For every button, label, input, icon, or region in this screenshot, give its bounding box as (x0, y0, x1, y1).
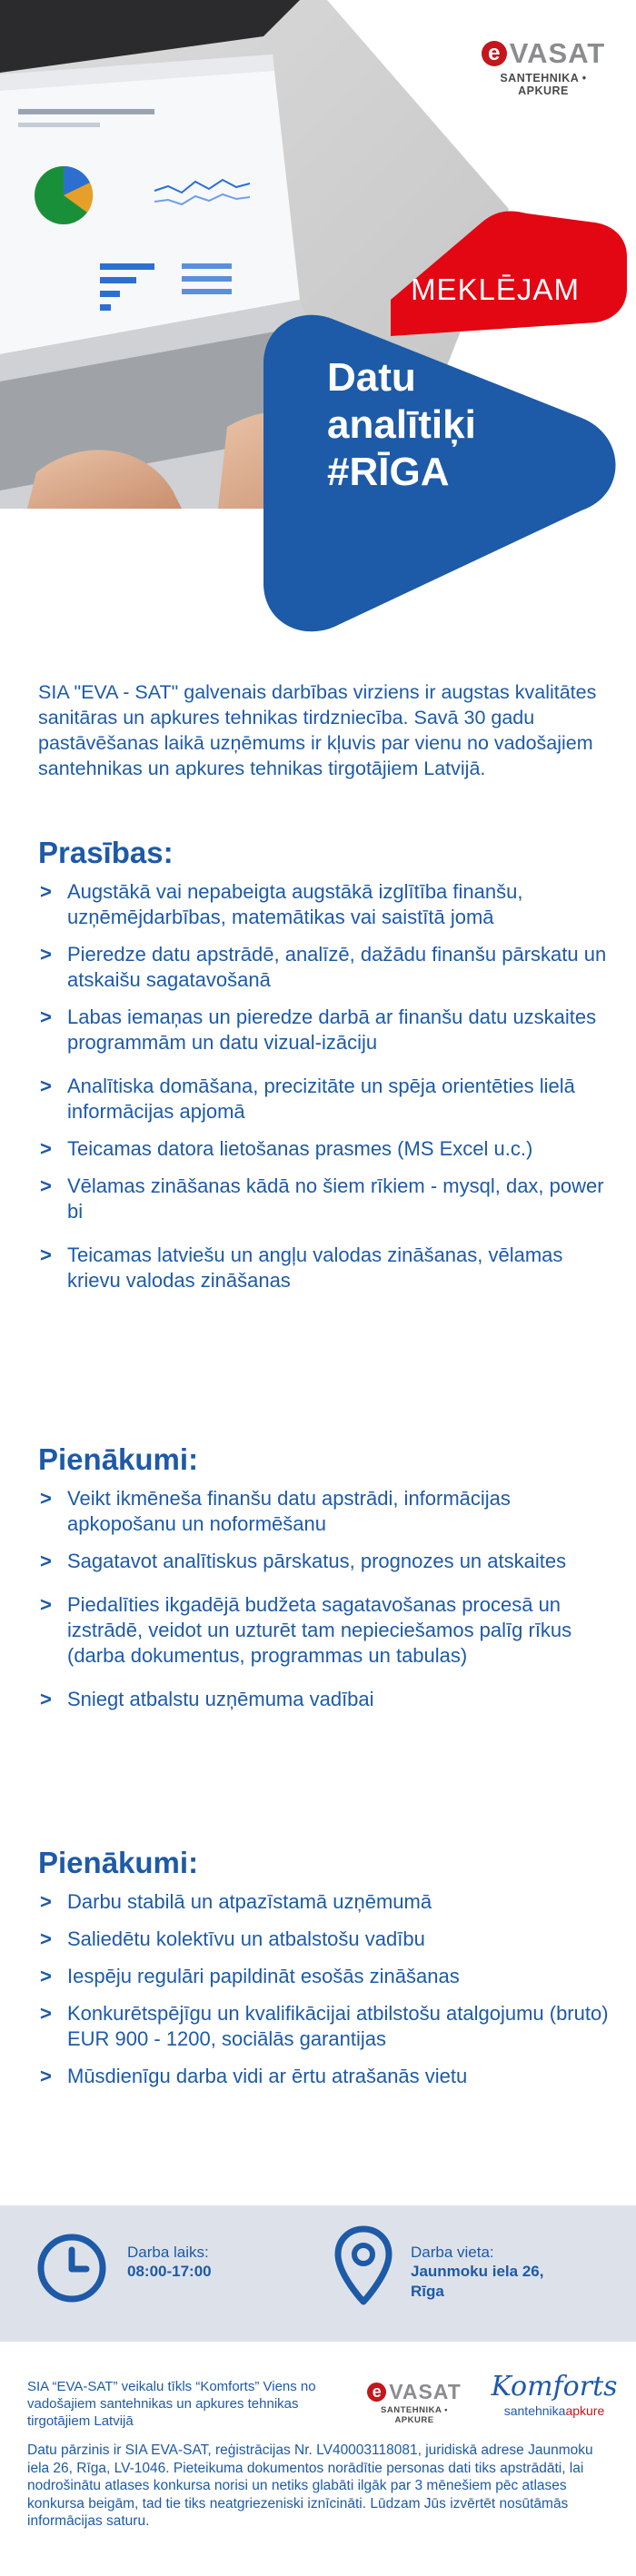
work-info-band (0, 2205, 636, 2342)
list-item: > Iespēju regulāri papildināt esošās zināšanas (40, 1965, 460, 1987)
list-item: > Sniegt atbalstu uzņēmuma vadībai (40, 1688, 374, 1710)
offer-heading: Pienākumi: (38, 1846, 199, 1879)
list-item: > Piedalīties ikgadējā budžeta sagatavošanas procesā un izstrādē, veidot un uzturēt tam nepieciešamos palīg rīkus (darba dokumentus, programmas un tabulas) (40, 1593, 572, 1667)
chevron-right-icon: > (40, 1487, 52, 1510)
logo-mark: e (482, 41, 507, 66)
chevron-right-icon: > (40, 1075, 52, 1097)
footer (0, 2342, 636, 2576)
list-item: > Veikt ikmēneša finanšu datu apstrādi, informācijas apkopošanu un noformēšanu (40, 1487, 511, 1535)
chevron-right-icon: > (40, 1137, 52, 1160)
work-hours (127, 2244, 212, 2282)
location-pin-icon (334, 2225, 393, 2307)
duties-heading: Pienākumi: (38, 1442, 199, 1476)
work-location-label: Darba vieta: (411, 2244, 494, 2261)
job-title-line-2: analītiķi (327, 402, 476, 447)
work-location (411, 2244, 543, 2302)
list-item: > Konkurētspējīgu un kvalifikācijai atbilstošu atalgojumu (bruto) EUR 900 - 1200, sociālās garantijas (40, 2002, 609, 2050)
chevron-right-icon: > (40, 1927, 52, 1950)
chevron-right-icon: > (40, 1965, 52, 1987)
chevron-right-icon: > (40, 1243, 52, 1266)
work-hours-label: Darba laiks: (127, 2244, 209, 2261)
list-item: > Teicamas datora lietošanas prasmes (MS Excel u.c.) (40, 1137, 533, 1160)
work-location-value-1: Jaunmoku iela 26, (411, 2263, 544, 2280)
duties-list (38, 1486, 611, 1712)
work-hours-value: 08:00-17:00 (127, 2263, 212, 2280)
requirements-list (38, 879, 611, 1293)
job-title-line-1: Datu (327, 355, 416, 400)
chevron-right-icon: > (40, 1688, 52, 1710)
list-item: > Augstākā vai nepabeigta augstākā izglītība finanšu, uzņēmējdarbības, matemātikas vai saistītā jomā (40, 880, 523, 928)
evasat-logo (474, 38, 612, 97)
job-title-line-3: #RĪGA (327, 450, 450, 494)
list-item: > Vēlamas zināšanas kādā no šiem rīkiem - mysql, dax, power bi (40, 1174, 604, 1223)
komforts-logo (491, 2373, 618, 2418)
hero-banner (0, 0, 636, 654)
chevron-right-icon: > (40, 2065, 52, 2087)
list-item: > Saliedētu kolektīvu un atbalstošu vadību (40, 1927, 425, 1950)
requirements-section (38, 836, 611, 1305)
hero-kicker: MEKLĒJAM (411, 272, 580, 306)
chevron-right-icon: > (40, 1593, 52, 1616)
privacy-notice: Datu pārzinis ir SIA EVA-SAT, reģistrācijas Nr. LV40003118081, juridiskā adrese Jaunmoku iela 26, Rīga, LV-1046. Pieteikuma dokumentos norādītie personas dati tiks apstrādāti, lai nodrošinātu atlases konkursa norisi un netiks glabāti ilgāk par 3 mēnešiem pēc atlases konkursa beigām, tad tie tiks neatgriezeniski iznīcināti. Lūdzam Jūs izvērtēt nosūtāmās informācijas saturu. (27, 2442, 593, 2529)
chevron-right-icon: > (40, 943, 52, 966)
komforts-description: SIA “EVA-SAT” veikalu tīkls “Komforts” Viens no vadošajiem santehnikas un apkures tehnikas tirgotājiem Latvijā (27, 2379, 316, 2429)
logo-word: VASAT (389, 2379, 462, 2403)
list-item: > Mūsdienīgu darba vidi ar ērtu atrašanās vietu (40, 2065, 468, 2087)
evasat-logo-small (363, 2380, 465, 2425)
chevron-right-icon: > (40, 1890, 52, 1913)
offer-list (38, 1889, 611, 2089)
work-location-value-2: Rīga (411, 2283, 444, 2300)
komforts-logo-sub: santehnikaapkure (503, 2403, 605, 2418)
clock-icon (36, 2233, 107, 2304)
chevron-right-icon: > (40, 880, 52, 903)
logo-tagline: SANTEHNIKA • APKURE (381, 2405, 448, 2425)
chevron-right-icon: > (40, 1006, 52, 1028)
offer-section (38, 1846, 611, 2101)
list-item: > Sagatavot analītiskus pārskatus, prognozes un atskaites (40, 1550, 567, 1572)
list-item: > Labas iemaņas un pieredze darbā ar finanšu datu uzskaites programmām un datu vizual-izāciju (40, 1006, 597, 1054)
logo-tagline: SANTEHNIKA • APKURE (500, 72, 587, 97)
company-intro: SIA "EVA - SAT" galvenais darbības virziens ir augstas kvalitātes sanitāras un apkures tehnikas tirdzniecība. Savā 30 gadu pastāvēšanas laikā uzņēmums ir kļuvis par vienu no vadošajiem santehnikas un apkures tehnikas tirgotājiem Latvijā. (38, 681, 597, 779)
chevron-right-icon: > (40, 1174, 52, 1197)
komforts-logo-name: Komforts (491, 2371, 618, 2403)
list-item: > Darbu stabilā un atpazīstamā uzņēmumā (40, 1890, 432, 1913)
list-item: > Analītiska domāšana, precizitāte un spēja orientēties lielā informācijas apjomā (40, 1075, 575, 1123)
list-item: > Pieredze datu apstrādē, analīzē, dažādu finanšu pārskatu un atskaišu sagatavošanā (40, 943, 607, 991)
chevron-right-icon: > (40, 1550, 52, 1572)
job-title (327, 354, 476, 496)
list-item: > Teicamas latviešu un angļu valodas zināšanas, vēlamas krievu valodas zināšanas (40, 1243, 563, 1292)
laptop-analytics-photo (0, 0, 636, 654)
logo-word: VASAT (509, 37, 606, 69)
requirements-heading: Prasības: (38, 836, 174, 869)
chevron-right-icon: > (40, 2002, 52, 2025)
duties-section (38, 1442, 611, 1724)
logo-mark: e (367, 2383, 386, 2402)
